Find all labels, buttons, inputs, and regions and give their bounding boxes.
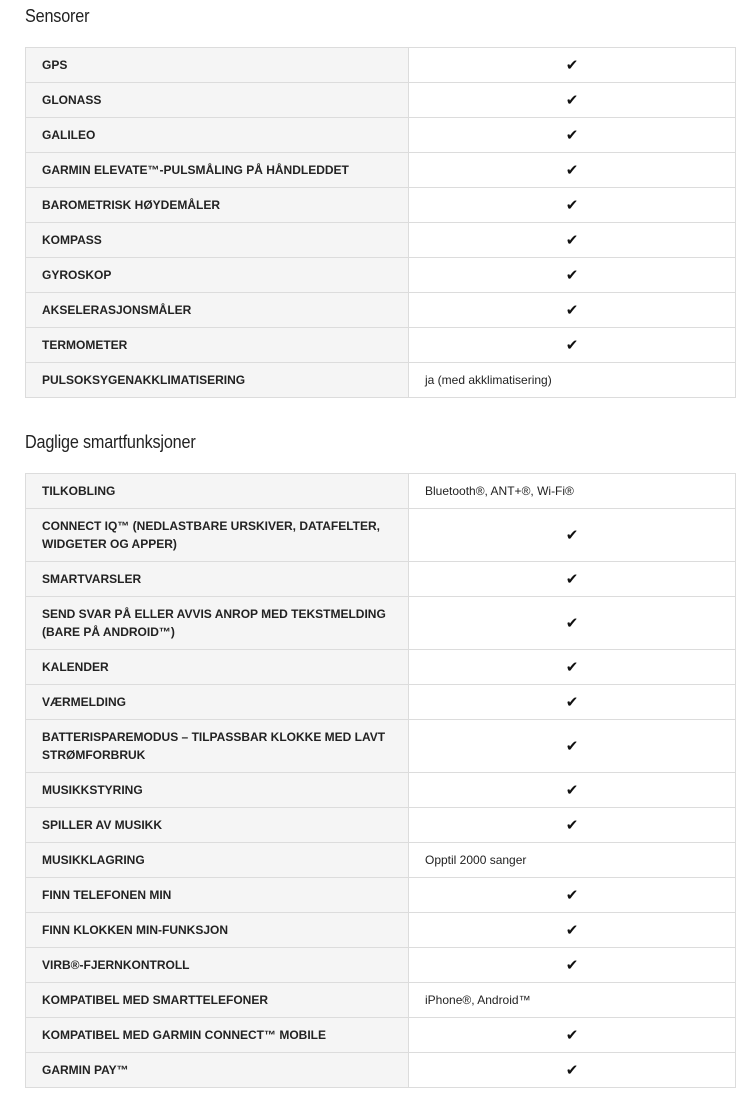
checkmark-icon: ✔ [565, 300, 579, 319]
spec-label: MUSIKKLAGRING [26, 843, 409, 878]
spec-label: FINN KLOKKEN MIN-FUNKSJON [26, 913, 409, 948]
checkmark-icon: ✔ [565, 692, 579, 711]
spec-value [409, 1053, 736, 1088]
table-row [26, 223, 736, 258]
spec-label: GPS [26, 48, 409, 83]
checkmark-icon: ✔ [565, 195, 579, 214]
table-row [26, 650, 736, 685]
spec-value: iPhone®, Android™ [409, 983, 736, 1018]
spec-value [409, 1018, 736, 1053]
spec-value [409, 720, 736, 773]
checkmark-icon: ✔ [565, 55, 579, 74]
checkmark-icon: ✔ [565, 780, 579, 799]
spec-label: KOMPATIBEL MED GARMIN CONNECT™ MOBILE [26, 1018, 409, 1053]
checkmark-icon: ✔ [565, 920, 579, 939]
checkmark-icon: ✔ [565, 525, 579, 544]
table-row [26, 878, 736, 913]
spec-label: FINN TELEFONEN MIN [26, 878, 409, 913]
table-row [26, 1018, 736, 1053]
spec-value [409, 188, 736, 223]
spec-label: PULSOKSYGENAKKLIMATISERING [26, 363, 409, 398]
checkmark-icon: ✔ [565, 613, 579, 632]
spec-label: KOMPATIBEL MED SMARTTELEFONER [26, 983, 409, 1018]
spec-value [409, 562, 736, 597]
spec-label: SMARTVARSLER [26, 562, 409, 597]
table-row [26, 328, 736, 363]
table-row [26, 363, 736, 398]
sensors-spec-table [25, 47, 736, 398]
spec-value [409, 118, 736, 153]
spec-value [409, 650, 736, 685]
checkmark-icon: ✔ [565, 125, 579, 144]
table-row [26, 153, 736, 188]
table-row [26, 48, 736, 83]
spec-label: GARMIN PAY™ [26, 1053, 409, 1088]
table-row [26, 188, 736, 223]
table-row [26, 843, 736, 878]
spec-value: Bluetooth®, ANT+®, Wi-Fi® [409, 474, 736, 509]
spec-label: AKSELERASJONSMÅLER [26, 293, 409, 328]
checkmark-icon: ✔ [565, 955, 579, 974]
spec-label: GYROSKOP [26, 258, 409, 293]
spec-value [409, 293, 736, 328]
checkmark-icon: ✔ [565, 885, 579, 904]
checkmark-icon: ✔ [565, 1025, 579, 1044]
spec-label: BAROMETRISK HØYDEMÅLER [26, 188, 409, 223]
spec-value [409, 948, 736, 983]
spec-value [409, 509, 736, 562]
table-row [26, 83, 736, 118]
checkmark-icon: ✔ [565, 265, 579, 284]
spec-label: SEND SVAR PÅ ELLER AVVIS ANROP MED TEKSTMELDING (BARE PÅ ANDROID™) [26, 597, 409, 650]
spec-label: GALILEO [26, 118, 409, 153]
checkmark-icon: ✔ [565, 736, 579, 755]
spec-label: KOMPASS [26, 223, 409, 258]
table-row [26, 948, 736, 983]
spec-label: MUSIKKSTYRING [26, 773, 409, 808]
table-row [26, 773, 736, 808]
table-row [26, 913, 736, 948]
spec-label: GARMIN ELEVATE™-PULSMÅLING PÅ HÅNDLEDDET [26, 153, 409, 188]
spec-label: BATTERISPAREMODUS – TILPASSBAR KLOKKE MED LAVT STRØMFORBRUK [26, 720, 409, 773]
spec-label: GLONASS [26, 83, 409, 118]
table-row [26, 1053, 736, 1088]
checkmark-icon: ✔ [565, 815, 579, 834]
spec-value [409, 878, 736, 913]
checkmark-icon: ✔ [565, 160, 579, 179]
spec-value [409, 223, 736, 258]
spec-value [409, 597, 736, 650]
spec-label: SPILLER AV MUSIKK [26, 808, 409, 843]
section-title-sensors: Sensorer [25, 6, 90, 26]
spec-label: TERMOMETER [26, 328, 409, 363]
spec-label: CONNECT IQ™ (NEDLASTBARE URSKIVER, DATAFELTER, WIDGETER OG APPER) [26, 509, 409, 562]
table-row [26, 983, 736, 1018]
table-row [26, 474, 736, 509]
spec-value [409, 48, 736, 83]
spec-value [409, 83, 736, 118]
spec-value [409, 808, 736, 843]
table-row [26, 258, 736, 293]
checkmark-icon: ✔ [565, 569, 579, 588]
spec-value [409, 328, 736, 363]
spec-label: KALENDER [26, 650, 409, 685]
spec-value [409, 258, 736, 293]
spec-label: VÆRMELDING [26, 685, 409, 720]
table-row [26, 509, 736, 562]
smart-features-spec-table [25, 473, 736, 1088]
table-row [26, 685, 736, 720]
checkmark-icon: ✔ [565, 90, 579, 109]
table-row [26, 597, 736, 650]
table-row [26, 293, 736, 328]
spec-value [409, 913, 736, 948]
table-row [26, 808, 736, 843]
spec-label: TILKOBLING [26, 474, 409, 509]
spec-value: Opptil 2000 sanger [409, 843, 736, 878]
checkmark-icon: ✔ [565, 657, 579, 676]
spec-label: VIRB®-FJERNKONTROLL [26, 948, 409, 983]
table-row [26, 720, 736, 773]
table-row [26, 118, 736, 153]
table-row [26, 562, 736, 597]
checkmark-icon: ✔ [565, 230, 579, 249]
checkmark-icon: ✔ [565, 335, 579, 354]
section-title-smart-features: Daglige smartfunksjoner [25, 432, 196, 452]
spec-value: ja (med akklimatisering) [409, 363, 736, 398]
spec-value [409, 773, 736, 808]
spec-value [409, 153, 736, 188]
checkmark-icon: ✔ [565, 1060, 579, 1079]
spec-value [409, 685, 736, 720]
